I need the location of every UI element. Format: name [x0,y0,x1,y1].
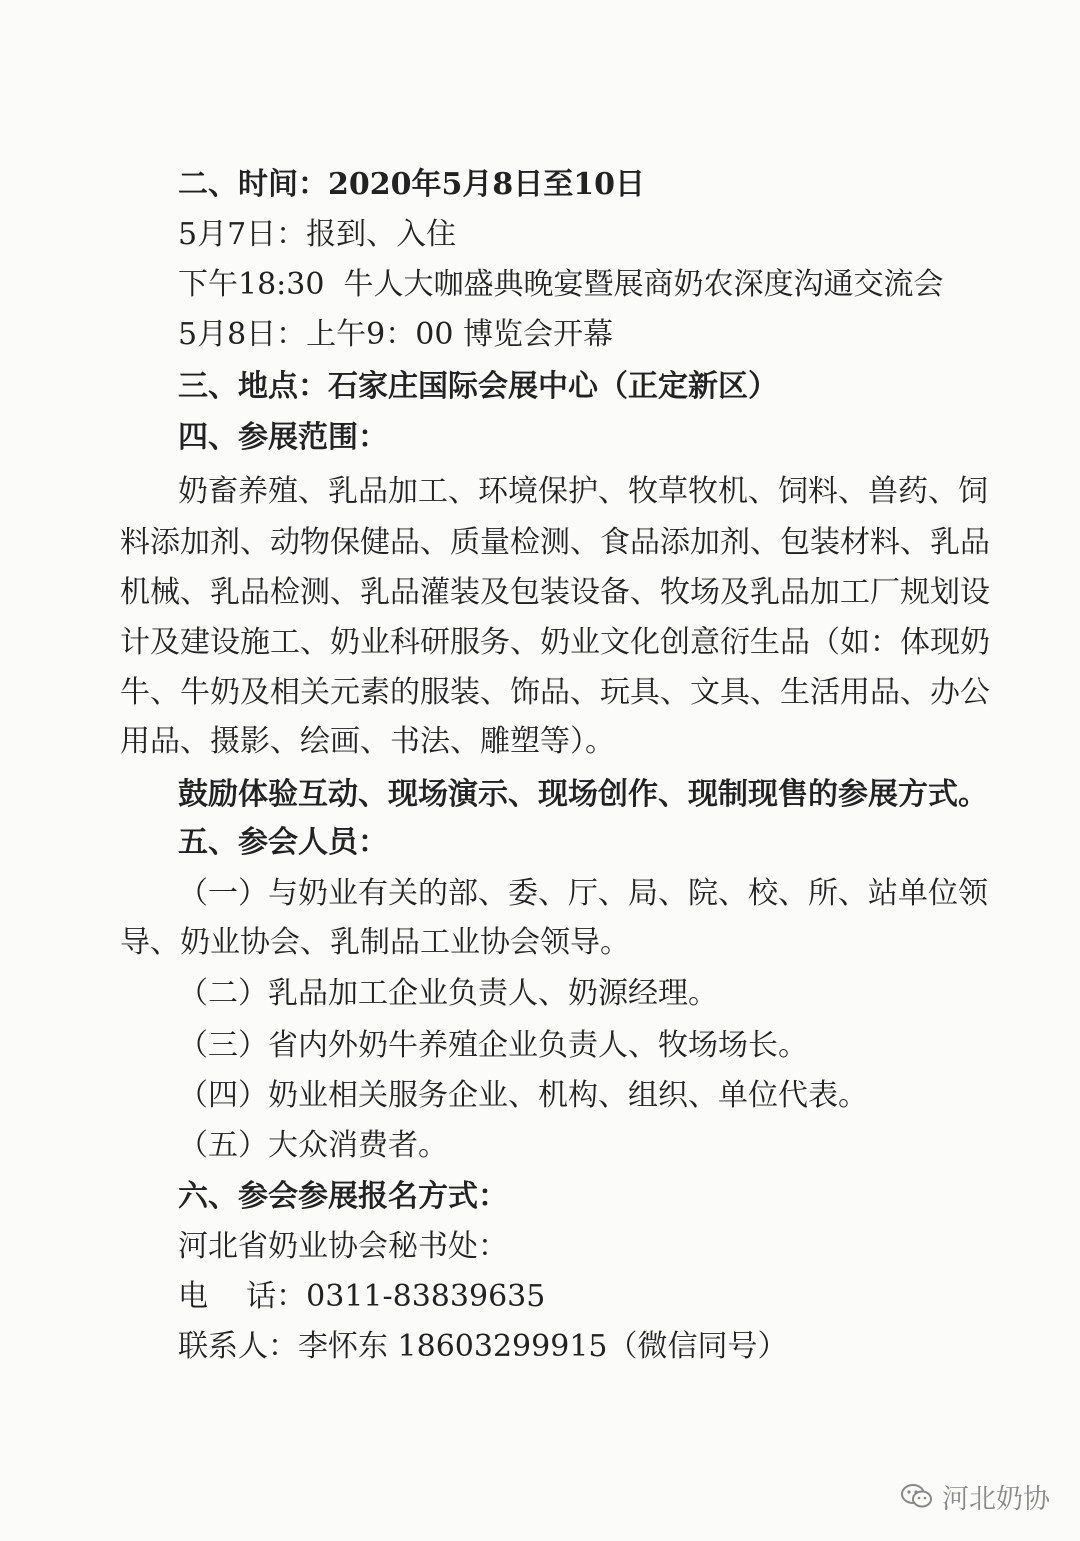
text-line: 导、奶业协会、乳制品工业协会领导。 [120,925,630,960]
text-line: （一）与奶业有关的部、委、厅、局、院、校、所、站单位领 [178,876,988,911]
section-attendees-heading: 五、参会人员： [178,825,388,860]
text-line: 牛、牛奶及相关元素的服装、饰品、玩具、文具、生活用品、办公 [120,675,990,710]
section-location-heading: 三、地点：石家庄国际会展中心（正定新区） [178,369,778,404]
text-line: 机械、乳品检测、乳品灌装及包装设备、牧场及乳品加工厂规划设 [120,575,990,610]
text-line: 河北省奶业协会秘书处： [178,1229,508,1264]
wechat-watermark [900,1476,1050,1516]
section-time-heading: 二、时间：2020年5月8日至10日 [178,167,645,202]
text-line: （四）奶业相关服务企业、机构、组织、单位代表。 [178,1078,868,1113]
encouragement-line: 鼓励体验互动、现场演示、现场创作、现制现售的参展方式。 [178,777,988,812]
text-line: 用品、摄影、绘画、书法、雕塑等）。 [120,724,615,759]
text-line: 5月8日：上午9：00 博览会开幕 [178,317,613,352]
text-line: 奶畜养殖、乳品加工、环境保护、牧草牧机、饲料、兽药、饲 [178,474,988,509]
watermark-label: 河北奶协 [942,1483,1050,1515]
text-line: 5月7日：报到、入住 [178,217,457,252]
text-line: 料添加剂、动物保健品、质量检测、食品添加剂、包装材料、乳品 [120,525,990,560]
wechat-icon [900,1482,934,1510]
text-line: （五）大众消费者。 [178,1128,448,1163]
contact-line: 联系人：李怀东 18603299915（微信同号） [178,1329,788,1364]
section-scope-heading: 四、参展范围： [178,420,388,455]
text-line: （二）乳品加工企业负责人、奶源经理。 [178,976,718,1011]
text-line: 下午18:30 牛人大咖盛典晚宴暨展商奶农深度沟通交流会 [178,267,944,302]
phone-line: 电 话：0311-83839635 [178,1279,546,1314]
text-line: 计及建设施工、奶业科研服务、奶业文化创意衍生品（如：体现奶 [120,625,990,660]
text-line: （三）省内外奶牛养殖企业负责人、牧场场长。 [178,1028,808,1063]
section-registration-heading: 六、参会参展报名方式： [178,1179,508,1214]
